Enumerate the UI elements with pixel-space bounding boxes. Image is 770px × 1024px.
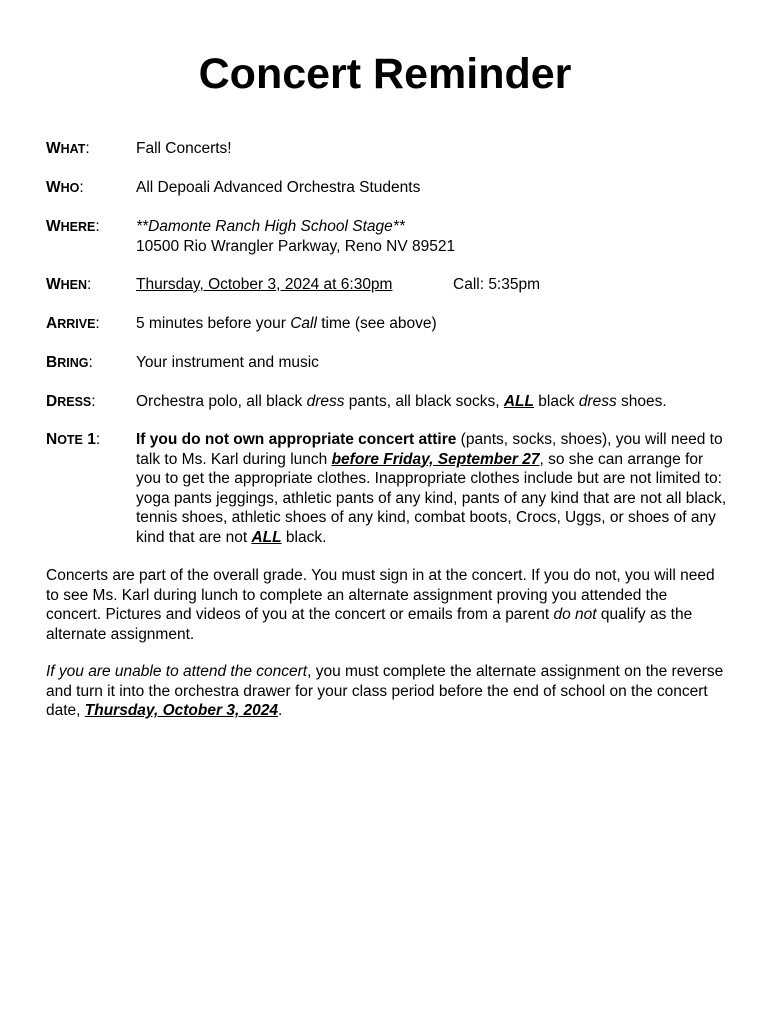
when-datetime: Thursday, October 3, 2024 at 6:30pm: [136, 276, 393, 293]
what-label: WHAT:: [46, 140, 90, 157]
where-address: 10500 Rio Wrangler Parkway, Reno NV 89521: [136, 237, 456, 255]
grade-paragraph: Concerts are part of the overall grade. You must sign in at the concert. If you do not, you will need to see Ms. Karl during lunch to complete an alternate assignment proving you attended the concert. Pictures and videos of you at the concert or emails from a parent do not qualify as the alternate assignment.: [46, 567, 715, 643]
page-title: Concert Reminder: [198, 50, 572, 98]
bring-value: Your instrument and music: [136, 354, 319, 371]
note1-label: NOTE 1:: [46, 431, 101, 448]
bring-label: BRING:: [46, 354, 93, 371]
absence-paragraph: If you are unable to attend the concert, you must complete the alternate assignment on the reverse and turn it into the orchestra drawer for your class period before the end of school on the concert date, Thursday, October 3, 2024.: [46, 663, 724, 719]
when-label: WHEN:: [46, 276, 92, 293]
where-venue: **Damonte Ranch High School Stage**: [136, 218, 405, 235]
what-value: Fall Concerts!: [136, 140, 232, 157]
who-label: WHO:: [46, 179, 84, 196]
call-time: Call: 5:35pm: [453, 276, 541, 293]
arrive-label: ARRIVE:: [46, 315, 100, 332]
arrive-value: 5 minutes before your Call time (see above): [136, 315, 437, 332]
where-label: WHERE:: [46, 218, 100, 235]
note1-value: If you do not own appropriate concert attire (pants, socks, shoes), you will need to talk to Ms. Karl during lunch before Friday, September 27, so she can arrange for you to get the appropriate clothes. Inappropriate clothes include but are not limited to: yoga pants jeggings, athletic pants of any kind, pants of any kind that are not all black, tennis shoes, athletic shoes of any kind, combat boots, Crocs, Uggs, or shoes of any kind that are not ALL black.: [136, 431, 727, 546]
who-value: All Depoali Advanced Orchestra Students: [136, 179, 421, 196]
dress-label: DRESS:: [46, 393, 96, 410]
dress-value: Orchestra polo, all black dress pants, all black socks, ALL black dress shoes.: [136, 393, 667, 410]
